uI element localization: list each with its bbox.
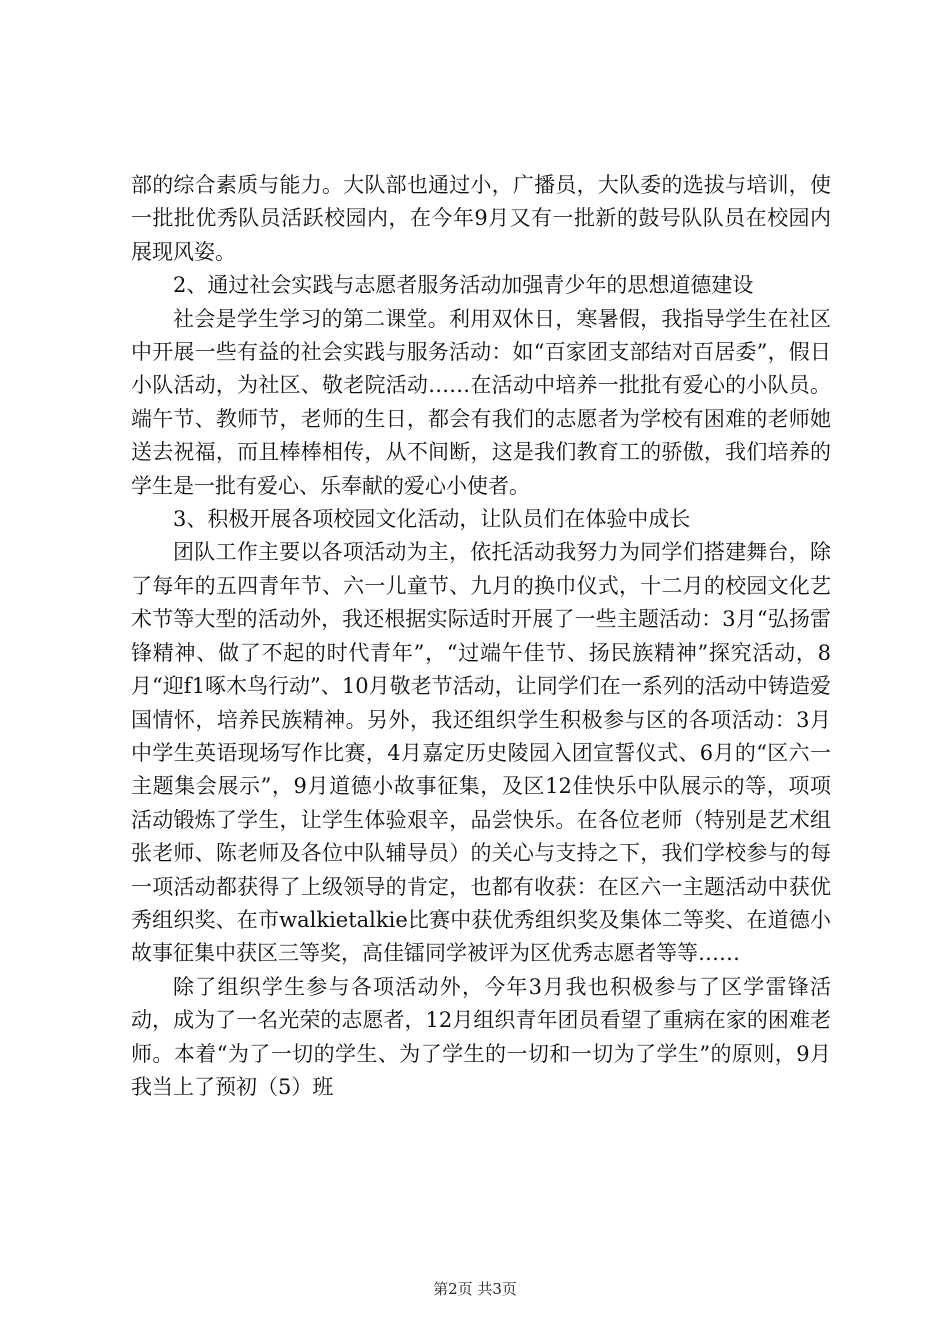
heading-section-3: 3、积极开展各项校园文化活动，让队员们在体验中成长 <box>173 507 691 532</box>
paragraph-campus-activities: 团队工作主要以各项活动为主，依托活动我努力为同学们搭建舞台，除了每年的五四青年节、六一儿童节、九月的换巾仪式，十二月的校园文化艺术节等大型的活动外，我还根据实际适时开展了一些主题活动：3月“弘扬雷锋精神、做了不起的时代青年”，“过端午佳节、扬民族精神”探究活动，8月“迎f1啄木鸟行动”、10月敬老节活动，让同学们在一系列的活动中铸造爱国情怀，培养民族精神。另外，我还组织学生积极参与区的各项活动：3月中学生英语现场写作比赛，4月嘉定历史陵园入团宣誓仪式、6月的“区六一主题集会展示”，9月道德小故事征集，及区12佳快乐中队展示的等，项项活动锻炼了学生，让学生体验艰辛，品尝快乐。在各位老师（特别是艺术组张老师、陈老师及各位中队辅导员）的关心与支持之下，我们学校参与的每一项活动都获得了上级领导的肯定，也都有收获：在区六一主题活动中获优秀组织奖、在市walkietalkie比赛中获优秀组织奖及集体二等奖、在道德小故事征集中获区三等奖，高佳镭同学被评为区优秀志愿者等等…… <box>131 540 831 966</box>
heading-section-2: 2、通过社会实践与志愿者服务活动加强青少年的思想道德建设 <box>173 273 754 298</box>
paragraph-volunteer: 除了组织学生参与各项活动外，今年3月我也积极参与了区学雷锋活动，成为了一名光荣的志愿者，12月组织青年团员看望了重病在家的困难老师。本着“为了一切的学生、为了学生的一切和一切为了学生”的原则，9月我当上了预初（5）班 <box>131 974 831 1099</box>
page-number-footer: 第2页 共3页 <box>433 1280 517 1298</box>
paragraph-1: 部的综合素质与能力。大队部也通过小，广播员，大队委的选拔与培训，使一批批优秀队员活跃校园内，在今年9月又有一批新的鼓号队队员在校园内展现风姿。 <box>131 173 831 264</box>
paragraph-social-practice: 社会是学生学习的第二课堂。利用双休日，寒暑假，我指导学生在社区中开展一些有益的社会实践与服务活动：如“百家团支部结对百居委”，假日小队活动，为社区、敬老院活动……在活动中培养一批批有爱心的小队员。端午节、教师节，老师的生日，都会有我们的志愿者为学校有困难的老师她送去祝福，而且棒棒相传，从不间断，这是我们教育工的骄傲，我们培养的学生是一批有爱心、乐奉献的爱心小使者。 <box>131 306 831 498</box>
document-body <box>131 169 831 1104</box>
